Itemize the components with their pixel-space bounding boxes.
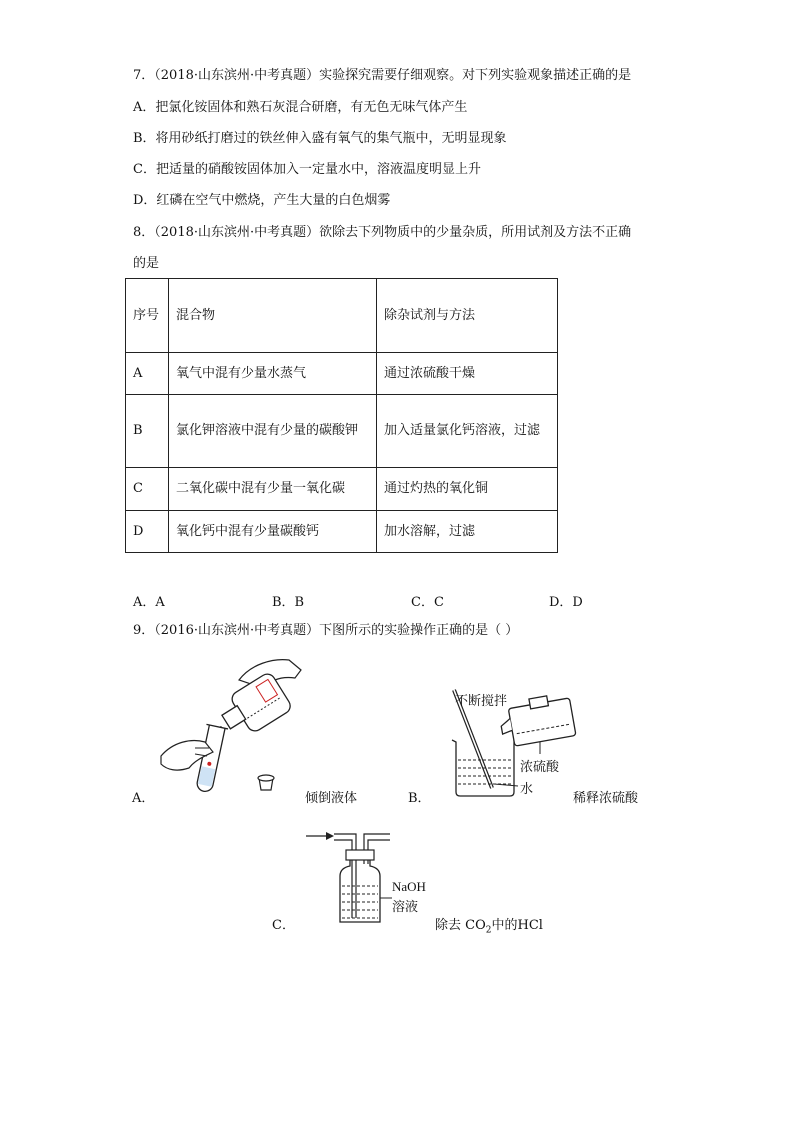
q9-stem: 9．（2016·山东滨州·中考真题）下图所示的实验操作正确的是（ ）: [133, 623, 519, 638]
q8-answer-c: C．C: [411, 595, 444, 610]
q8-table: [125, 278, 558, 553]
pouring-liquid-figure: [155, 656, 305, 804]
figure-a-caption: 倾倒液体: [305, 791, 358, 806]
row-id: C: [126, 468, 169, 511]
q7-stem: 7．（2018·山东滨州·中考真题）实验探究需要仔细观察。对下列实验观象描述正确的是: [133, 68, 632, 83]
q7-option-a: A．把氯化铵固体和熟石灰混合研磨，有无色无味气体产生: [133, 100, 468, 115]
figure-a-label: A．: [132, 791, 155, 806]
naoh-label: NaOH: [392, 879, 426, 894]
q8-stem: 8．（2018·山东滨州·中考真题）欲除去下列物质中的少量杂质，所用试剂及方法不正确: [133, 225, 632, 240]
figure-b-caption: 稀释浓硫酸: [573, 791, 639, 806]
figure-b-label: B．: [408, 791, 431, 806]
row-id: B: [126, 395, 169, 468]
water-label: 水: [520, 782, 534, 797]
header-method: 除杂试剂与方法: [377, 279, 558, 353]
row-mixture: 氧化钙中混有少量碳酸钙: [169, 511, 377, 553]
table-row: [126, 468, 558, 511]
acid-label: 浓硫酸: [520, 760, 560, 775]
row-id: D: [126, 511, 169, 553]
row-method: 通过灼热的氧化铜: [377, 468, 558, 511]
row-mixture: 氯化钾溶液中混有少量的碳酸钾: [169, 395, 377, 468]
caption-subscript: 2: [485, 925, 492, 936]
table-header-row: [126, 279, 558, 353]
table-row: [126, 353, 558, 395]
row-method: 加水溶解，过滤: [377, 511, 558, 553]
caption-text-suffix: 中的HCl: [491, 918, 543, 933]
caption-text: 除去 CO: [435, 918, 486, 933]
row-mixture: 二氧化碳中混有少量一氧化碳: [169, 468, 377, 511]
q7-option-d: D．红磷在空气中燃烧，产生大量的白色烟雾: [133, 193, 391, 208]
stir-label: 不断搅拌: [455, 694, 508, 709]
table-row: [126, 395, 558, 468]
row-method: 通过浓硫酸干燥: [377, 353, 558, 395]
header-mixture: 混合物: [169, 279, 377, 353]
solution-label: 溶液: [392, 900, 419, 915]
row-method: 加入适量氯化钙溶液，过滤: [377, 395, 558, 468]
q7-option-c: C．把适量的硝酸铵固体加入一定量水中，溶液温度明显上升: [133, 162, 481, 177]
figure-c-caption: [435, 914, 543, 936]
header-id: 序号: [126, 279, 169, 353]
figure-c-label: C．: [272, 918, 295, 933]
table-row: [126, 511, 558, 553]
gas-wash-bottle-figure: [300, 826, 400, 928]
q8-answer-d: D．D: [549, 595, 583, 610]
q7-option-b: B．将用砂纸打磨过的铁丝伸入盛有氧气的集气瓶中，无明显现象: [133, 131, 507, 146]
q8-stem-cont: 的是: [133, 256, 160, 271]
q8-answer-b: B．B: [272, 595, 305, 610]
row-id: A: [126, 353, 169, 395]
q8-answer-a: A．A: [133, 595, 165, 610]
row-mixture: 氧气中混有少量水蒸气: [169, 353, 377, 395]
